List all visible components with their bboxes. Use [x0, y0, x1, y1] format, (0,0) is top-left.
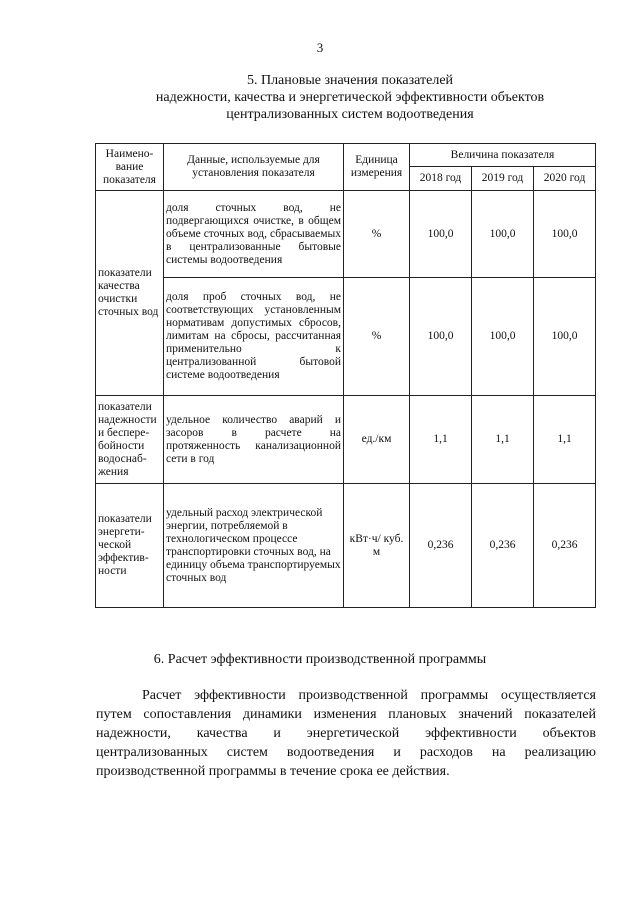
header-data-used: Данные, используемые для установления показателя [164, 144, 344, 191]
header-year-2020: 2020 год [534, 167, 596, 191]
value-2020: 0,236 [534, 484, 596, 608]
indicator-data: удельное количество аварий и засоров в расчете на протяженность канализационной сети в год [164, 396, 344, 484]
header-year-2018: 2018 год [410, 167, 472, 191]
indicator-unit: % [344, 278, 410, 396]
value-2019: 100,0 [472, 278, 534, 396]
indicator-unit: % [344, 191, 410, 278]
indicators-table [95, 143, 596, 608]
indicator-group-energy: показатели энергети-ческой эффектив-ности [96, 484, 164, 608]
value-2020: 1,1 [534, 396, 596, 484]
indicator-data: доля сточных вод, не подвергающихся очистке, в общем объеме сточных вод, сбрасываемых в централизованные бытовые системы водоотведения [164, 191, 344, 278]
header-indicator-value: Величина показателя [410, 144, 596, 167]
value-2020: 100,0 [534, 278, 596, 396]
table-row [96, 396, 596, 484]
value-2019: 0,236 [472, 484, 534, 608]
value-2018: 1,1 [410, 396, 472, 484]
page-number: 3 [316, 40, 324, 55]
section-5-title-line: надежности, качества и энергетической эффективности объектов [155, 90, 545, 105]
indicator-group-quality: показатели качества очистки сточных вод [96, 191, 164, 396]
table-row [96, 484, 596, 608]
indicator-data: доля проб сточных вод, не соответствующих установленным нормативам допустимых сбросов, лимитам на сбросы, рассчитанная применительно к централизованной бытовой системе водоотведения [164, 278, 344, 396]
indicator-unit: кВт·ч/ куб. м [344, 484, 410, 608]
value-2018: 100,0 [410, 191, 472, 278]
header-unit: Единица измерения [344, 144, 410, 191]
value-2019: 100,0 [472, 191, 534, 278]
section-5-title-line: централизованных систем водоотведения [226, 107, 474, 122]
section-5-title [80, 72, 620, 123]
section-5-title-line: 5. Плановые значения показателей [246, 73, 454, 88]
indicator-unit: ед./км [344, 396, 410, 484]
indicator-data: удельный расход электрической энергии, потребляемой в технологическом процессе транспортировки сточных вод, на единицу объема транспортируемых сточных вод [164, 484, 344, 608]
section-6-title: 6. Расчет эффективности производственной программы [153, 652, 487, 667]
header-year-2019: 2019 год [472, 167, 534, 191]
value-2020: 100,0 [534, 191, 596, 278]
section-6-paragraph: Расчет эффективности производственной программы осуществляется путем сопоставления динамики изменения плановых значений показателей надежности, качества и энергетической эффективности объектов централизованных систем водоотведения и расходов на реализацию производственной программы в течение срока ее действия. [96, 688, 596, 779]
indicator-group-reliability: показатели надежности и беспере-бойности водоснаб-жения [96, 396, 164, 484]
value-2018: 100,0 [410, 278, 472, 396]
header-indicator-name: Наимено-вание показателя [96, 144, 164, 191]
value-2018: 0,236 [410, 484, 472, 608]
table-row [96, 278, 596, 396]
value-2019: 1,1 [472, 396, 534, 484]
table-row [96, 191, 596, 278]
